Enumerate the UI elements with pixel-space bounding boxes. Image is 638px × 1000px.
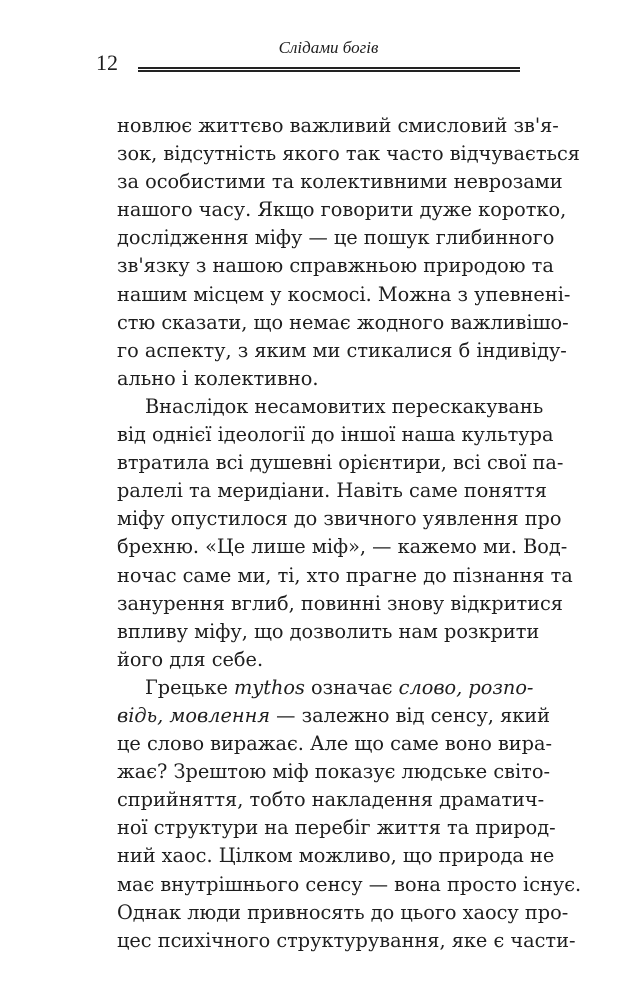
- text-segment: його для себе.: [117, 647, 264, 671]
- text-segment: жає? Зрештою міф показує людське світо-: [117, 760, 550, 784]
- text-line: [117, 618, 540, 646]
- text-segment: Грецьке: [145, 675, 235, 699]
- text-line: [117, 365, 526, 393]
- text-segment: зв'язку з нашою справжньою природою та: [117, 254, 554, 278]
- text-line: [117, 758, 550, 786]
- text-segment: Однак люди привносять до цього хаосу про-: [117, 900, 569, 924]
- text-line: [117, 814, 556, 842]
- text-segment: дослідження міфу — це пошук глибинного: [117, 226, 555, 250]
- text-segment: занурення вглиб, повинні знову відкритися: [117, 591, 563, 615]
- text-line: [117, 196, 567, 224]
- text-line: [117, 421, 554, 449]
- text-segment: сприйняття, тобто накладення драматич-: [117, 788, 545, 812]
- text-segment: ний хаос. Цілком можливо, що природа не: [117, 844, 555, 868]
- text-line: [117, 252, 554, 280]
- text-segment: ально і колективно.: [117, 366, 319, 390]
- text-segment: Внаслідок несамовитих перескакувань: [145, 394, 544, 418]
- text-segment: брехню. «Це лише міф», — кажемо ми. Вод-: [117, 535, 568, 559]
- text-segment: за особистими та колективними неврозами: [117, 170, 563, 194]
- text-segment: нашого часу. Якщо говорити дуже коротко,: [117, 198, 567, 222]
- text-segment: цес психічного структурування, яке є части-: [117, 928, 576, 952]
- text-segment: — залежно від сенсу, який: [270, 703, 550, 727]
- text-segment: має внутрішнього сенсу — вона просто існує.: [117, 872, 582, 896]
- italic-text: mythos: [234, 675, 305, 699]
- text-line: [117, 702, 550, 730]
- text-segment: нашим місцем у космосі. Можна з упевнені-: [117, 282, 571, 306]
- text-line: [117, 899, 569, 927]
- text-line: [117, 590, 563, 618]
- text-line: [117, 562, 573, 590]
- text-line: [117, 112, 559, 140]
- text-line: [117, 477, 547, 505]
- text-segment: означає: [304, 675, 399, 699]
- text-line: [117, 533, 568, 561]
- text-line: [117, 674, 534, 702]
- text-line: [117, 505, 562, 533]
- text-line: [117, 309, 569, 337]
- text-line: [117, 168, 563, 196]
- text-line: [117, 842, 555, 870]
- text-segment: ночас саме ми, ті, хто прагне до пізнання та: [117, 563, 573, 587]
- text-line: [117, 281, 571, 309]
- text-line: [117, 927, 576, 955]
- text-segment: новлює життєво важливий смисловий зв'я-: [117, 114, 559, 137]
- header-rule: [138, 67, 520, 72]
- body-text: [117, 112, 582, 955]
- text-segment: міфу опустилося до звичного уявлення про: [117, 507, 562, 531]
- text-line: [117, 786, 545, 814]
- text-segment: го аспекту, з яким ми стикалися б індивіду-: [117, 338, 567, 362]
- text-segment: це слово виражає. Але що саме воно вира-: [117, 732, 553, 756]
- text-segment: ралелі та меридіани. Навіть саме поняття: [117, 479, 547, 503]
- text-segment: від однієї ідеології до іншої наша культура: [117, 423, 554, 447]
- text-line: [117, 393, 544, 421]
- italic-text: слово, розпо-: [398, 675, 534, 699]
- text-line: [117, 449, 564, 477]
- text-segment: зок, відсутність якого так часто відчувається: [117, 142, 580, 166]
- text-line: [117, 140, 580, 168]
- text-segment: впливу міфу, що дозволить нам розкрити: [117, 619, 540, 643]
- text-line: [117, 730, 553, 758]
- text-segment: ної структури на перебіг життя та природ-: [117, 816, 556, 840]
- text-line: [117, 224, 555, 252]
- page-number: 12: [96, 50, 118, 75]
- text-line: [117, 337, 567, 365]
- running-title: Слідами богів: [278, 38, 379, 57]
- text-line: [117, 646, 526, 674]
- text-segment: стю сказати, що немає жодного важливішо-: [117, 310, 569, 334]
- italic-text: відь, мовлення: [117, 703, 271, 727]
- text-line: [117, 871, 582, 899]
- text-segment: втратила всі душевні орієнтири, всі свої па-: [117, 451, 564, 475]
